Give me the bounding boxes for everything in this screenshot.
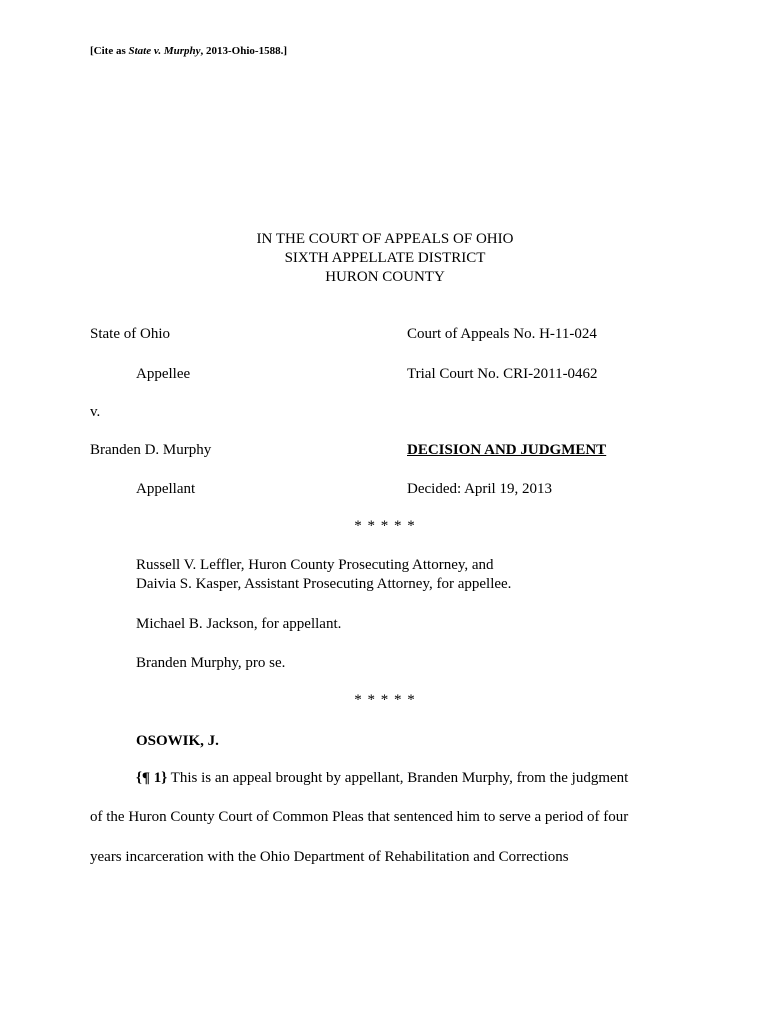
appeals-number: Court of Appeals No. H-11-024 <box>407 326 597 342</box>
counsel-line1: Russell V. Leffler, Huron County Prosecuting Attorney, and <box>136 557 494 573</box>
versus: v. <box>90 404 101 420</box>
court-heading-line1: IN THE COURT OF APPEALS OF OHIO <box>256 231 514 247</box>
counsel-line2: Daivia S. Kasper, Assistant Prosecuting Attorney, for appellee. <box>136 576 512 592</box>
court-heading-line3: HURON COUNTY <box>325 269 445 285</box>
decision-title: DECISION AND JUDGMENT <box>407 442 607 458</box>
separator-top: * * * * * <box>354 518 416 534</box>
trial-court-number: Trial Court No. CRI-2011-0462 <box>407 366 598 382</box>
citation-case-name: State v. Murphy <box>128 45 201 57</box>
paragraph-marker: {¶ 1} <box>136 770 168 786</box>
appellant-name: Branden D. Murphy <box>90 442 212 458</box>
separator-bottom: * * * * * <box>354 692 416 708</box>
judge-name: OSOWIK, J. <box>136 733 219 749</box>
appellee-role: Appellee <box>136 366 191 382</box>
citation-suffix: , 2013-Ohio-1588.] <box>200 45 287 57</box>
body-line1 <box>136 770 628 787</box>
citation-prefix: [Cite as <box>90 45 129 57</box>
counsel-line3: Michael B. Jackson, for appellant. <box>136 616 342 632</box>
appellee-name: State of Ohio <box>90 326 170 342</box>
body-line2: of the Huron County Court of Common Pleas that sentenced him to serve a period of four <box>90 809 629 825</box>
body-line3: years incarceration with the Ohio Department of Rehabilitation and Corrections <box>90 849 569 865</box>
counsel-line4: Branden Murphy, pro se. <box>136 655 286 671</box>
appellant-role: Appellant <box>136 481 196 497</box>
decided-date: Decided: April 19, 2013 <box>407 481 552 497</box>
court-heading-line2: SIXTH APPELLATE DISTRICT <box>284 250 486 266</box>
citation <box>90 45 287 57</box>
body-line1-text: This is an appeal brought by appellant, Branden Murphy, from the judgment <box>167 770 629 786</box>
